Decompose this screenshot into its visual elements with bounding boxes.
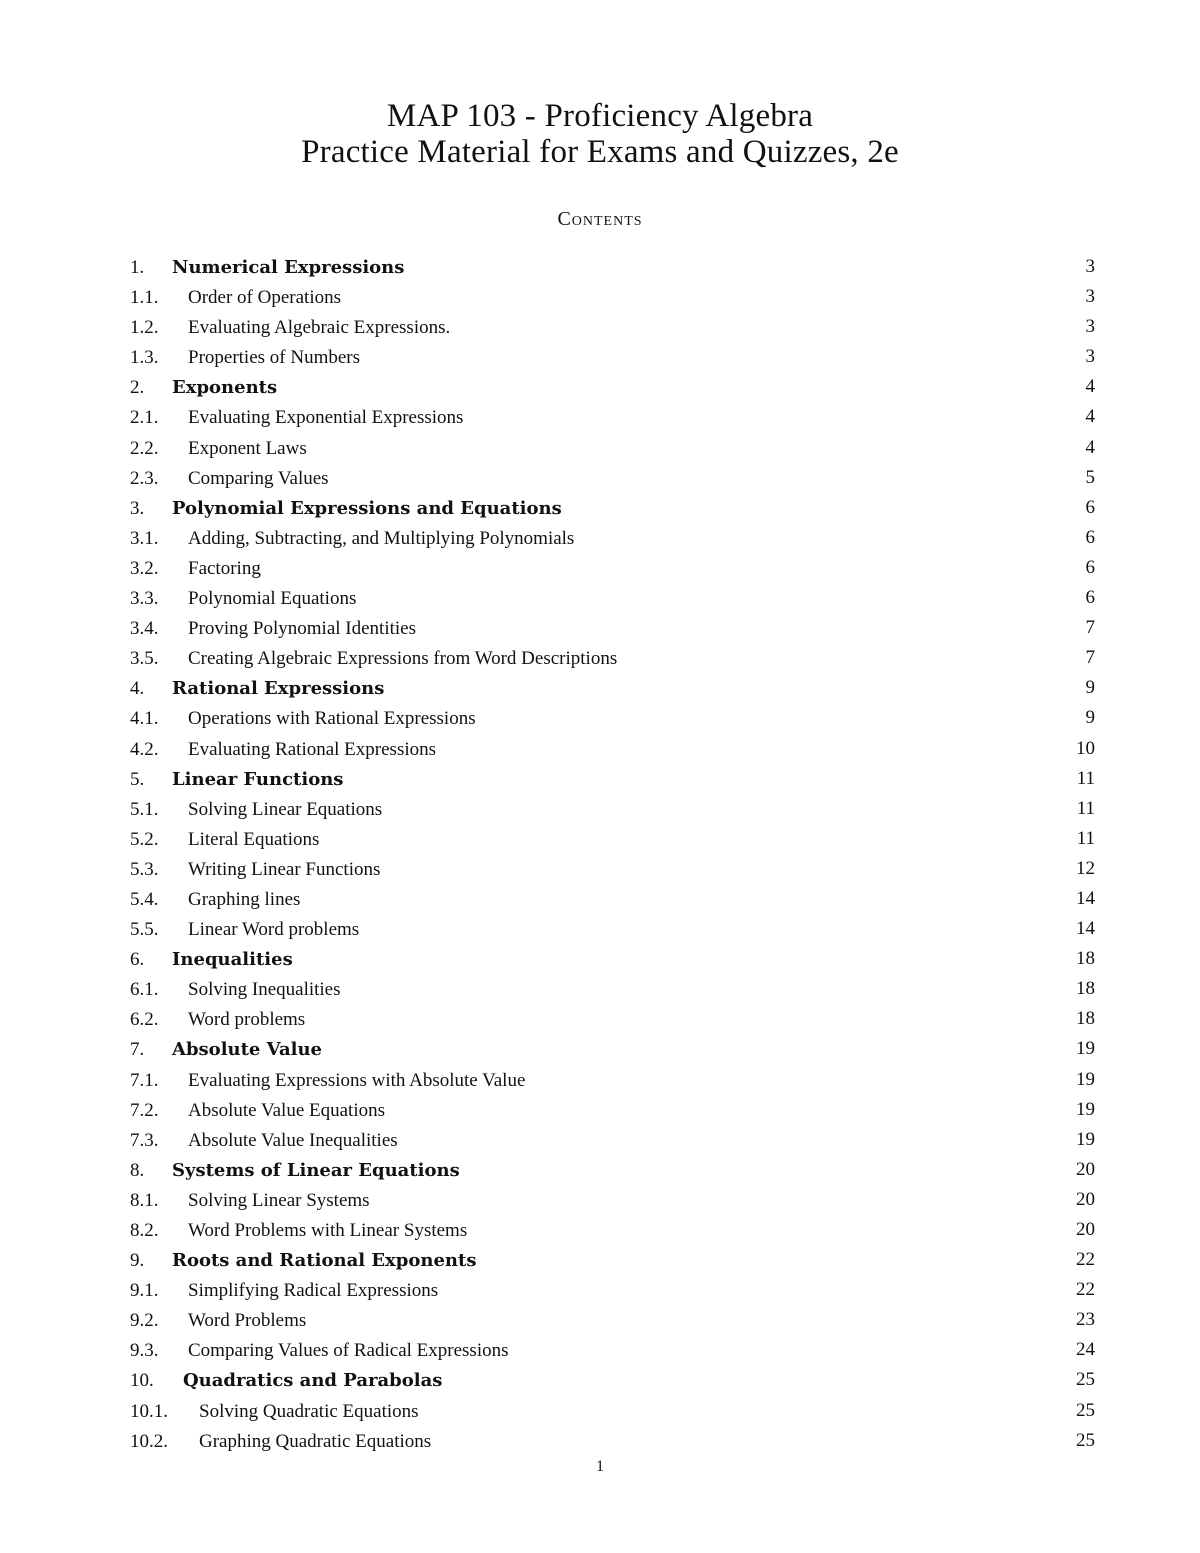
toc-entry-title: Comparing Values	[188, 467, 329, 489]
toc-entry-number: 2.	[130, 377, 145, 399]
toc-entry-page: 7	[1085, 647, 1095, 669]
toc-subsection-entry[interactable]	[130, 463, 1095, 493]
toc-entry-page: 18	[1076, 978, 1095, 1000]
toc-subsection-entry[interactable]	[130, 854, 1095, 884]
toc-entry-number: 1.1.	[130, 287, 159, 309]
toc-entry-number: 6.2.	[130, 1009, 159, 1031]
toc-subsection-entry[interactable]	[130, 1095, 1095, 1125]
toc-entry-number: 1.3.	[130, 347, 159, 369]
title-line-1: MAP 103 - Proficiency Algebra	[386, 98, 814, 134]
toc-subsection-entry[interactable]	[130, 914, 1095, 944]
toc-section-entry[interactable]	[130, 944, 1095, 974]
toc-entry-page: 10	[1076, 737, 1095, 759]
toc-entry-page: 12	[1076, 857, 1095, 879]
toc-entry-page: 18	[1076, 1008, 1095, 1030]
toc-subsection-entry[interactable]	[130, 1426, 1095, 1456]
toc-entry-page: 25	[1076, 1399, 1095, 1421]
toc-section-entry[interactable]	[130, 764, 1095, 794]
toc-entry-page: 3	[1085, 346, 1095, 368]
toc-entry-page: 11	[1076, 767, 1095, 789]
toc-entry-title: Word problems	[188, 1009, 306, 1031]
toc-subsection-entry[interactable]	[130, 1215, 1095, 1245]
toc-section-entry[interactable]	[130, 252, 1095, 282]
toc-entry-title: Absolute Value Inequalities	[188, 1129, 398, 1151]
toc-entry-number: 4.1.	[130, 708, 159, 730]
toc-entry-number: 2.2.	[130, 437, 159, 459]
toc-entry-number: 1.	[130, 257, 145, 278]
toc-entry-title: Factoring	[188, 557, 261, 579]
toc-entry-title: Creating Algebraic Expressions from Word Descriptions	[188, 648, 618, 670]
toc-entry-number: 7.1.	[130, 1069, 159, 1091]
toc-entry-page: 18	[1076, 948, 1095, 970]
toc-entry-title: Word Problems with Linear Systems	[188, 1220, 468, 1241]
toc-entry-title: Graphing lines	[188, 888, 301, 910]
toc-entry-title: Polynomial Expressions and Equations	[172, 497, 562, 519]
toc-entry-title: Evaluating Exponential Expressions	[188, 407, 464, 429]
toc-entry-number: 7.	[130, 1039, 145, 1061]
toc-entry-page: 14	[1076, 887, 1095, 909]
toc-entry-number: 5.3.	[130, 858, 159, 880]
toc-entry-number: 5.4.	[130, 888, 159, 910]
toc-entry-title: Writing Linear Functions	[188, 858, 381, 880]
toc-entry-title: Absolute Value Equations	[188, 1099, 386, 1121]
toc-subsection-entry[interactable]	[130, 1396, 1095, 1426]
document-title	[0, 98, 1200, 170]
toc-entry-number: 5.5.	[130, 919, 159, 941]
toc-entry-title: Literal Equations	[188, 828, 320, 850]
toc-entry-page: 11	[1076, 797, 1095, 819]
toc-entry-title: Inequalities	[172, 949, 293, 971]
toc-entry-title: Linear Functions	[172, 768, 344, 790]
toc-subsection-entry[interactable]	[130, 553, 1095, 583]
toc-subsection-entry[interactable]	[130, 734, 1095, 764]
toc-section-entry[interactable]	[130, 1034, 1095, 1064]
toc-entry-title: Order of Operations	[188, 287, 342, 309]
toc-section-entry[interactable]	[130, 493, 1095, 523]
toc-entry-title: Evaluating Expressions with Absolute Value	[188, 1069, 526, 1091]
toc-entry-page: 11	[1076, 827, 1095, 849]
toc-entry-page: 14	[1076, 918, 1095, 940]
toc-section-entry[interactable]	[130, 1365, 1095, 1395]
toc-subsection-entry[interactable]	[130, 523, 1095, 553]
toc-subsection-entry[interactable]	[130, 1185, 1095, 1215]
toc-entry-page: 3	[1085, 316, 1095, 338]
toc-entry-page: 22	[1076, 1279, 1095, 1301]
toc-entry-title: Exponents	[172, 377, 278, 399]
toc-subsection-entry[interactable]	[130, 613, 1095, 643]
toc-entry-title: Solving Linear Systems	[188, 1189, 370, 1211]
toc-entry-title: Properties of Numbers	[188, 347, 361, 369]
toc-entry-title: Adding, Subtracting, and Multiplying Polynomials	[188, 527, 575, 549]
toc-entry-page: 25	[1076, 1369, 1095, 1391]
toc-entry-title: Linear Word problems	[188, 919, 360, 941]
toc-entry-page: 6	[1085, 526, 1095, 548]
toc-entry-title: Solving Linear Equations	[188, 798, 383, 820]
toc-subsection-entry[interactable]	[130, 884, 1095, 914]
toc-entry-page: 9	[1085, 707, 1095, 729]
toc-entry-number: 7.3.	[130, 1129, 159, 1151]
toc-entry-page: 6	[1085, 556, 1095, 578]
table-of-contents	[130, 252, 1095, 1456]
toc-entry-page: 20	[1076, 1158, 1095, 1180]
toc-entry-page: 6	[1085, 587, 1095, 609]
toc-entry-title: Solving Quadratic Equations	[199, 1400, 419, 1422]
toc-entry-number: 3.4.	[130, 618, 159, 640]
toc-entry-title: Evaluating Algebraic Expressions.	[188, 317, 451, 339]
toc-subsection-entry[interactable]	[130, 342, 1095, 372]
toc-subsection-entry[interactable]	[130, 643, 1095, 673]
toc-entry-page: 4	[1085, 376, 1095, 398]
toc-entry-number: 3.5.	[130, 648, 159, 670]
toc-entry-title: Quadratics and Parabolas	[183, 1370, 443, 1392]
toc-subsection-entry[interactable]	[130, 824, 1095, 854]
toc-entry-number: 9.3.	[130, 1340, 159, 1362]
toc-entry-page: 19	[1076, 1098, 1095, 1120]
toc-entry-page: 9	[1085, 677, 1095, 699]
toc-entry-number: 2.1.	[130, 407, 159, 429]
toc-subsection-entry[interactable]	[130, 312, 1095, 342]
toc-section-entry[interactable]	[130, 372, 1095, 402]
toc-entry-number: 5.1.	[130, 798, 159, 820]
toc-subsection-entry[interactable]	[130, 402, 1095, 432]
toc-entry-page: 3	[1085, 256, 1095, 277]
toc-entry-page: 19	[1076, 1038, 1095, 1060]
toc-subsection-entry[interactable]	[130, 1125, 1095, 1155]
toc-entry-number: 8.	[130, 1159, 145, 1181]
toc-entry-title: Roots and Rational Exponents	[172, 1250, 477, 1272]
toc-subsection-entry[interactable]	[130, 703, 1095, 733]
toc-entry-title: Polynomial Equations	[188, 588, 357, 610]
toc-entry-number: 4.	[130, 678, 145, 700]
toc-entry-number: 9.1.	[130, 1280, 159, 1302]
toc-entry-number: 8.2.	[130, 1220, 159, 1241]
toc-entry-page: 7	[1085, 617, 1095, 639]
toc-entry-number: 8.1.	[130, 1189, 159, 1211]
toc-subsection-entry[interactable]	[130, 583, 1095, 613]
toc-entry-number: 1.2.	[130, 317, 159, 339]
toc-entry-page: 4	[1085, 406, 1095, 428]
toc-subsection-entry[interactable]	[130, 1004, 1095, 1034]
title-line-2: Practice Material for Exams and Quizzes, 2e	[301, 134, 899, 170]
toc-subsection-entry[interactable]	[130, 433, 1095, 463]
toc-entry-number: 6.	[130, 949, 145, 971]
toc-entry-page: 20	[1076, 1188, 1095, 1210]
toc-entry-page: 4	[1085, 436, 1095, 458]
toc-entry-title: Word Problems	[188, 1310, 307, 1332]
toc-entry-page: 25	[1076, 1429, 1095, 1451]
toc-entry-title: Operations with Rational Expressions	[188, 708, 476, 730]
toc-entry-title: Systems of Linear Equations	[172, 1159, 460, 1181]
toc-entry-title: Comparing Values of Radical Expressions	[188, 1340, 509, 1362]
toc-entry-title: Evaluating Rational Expressions	[188, 738, 437, 760]
toc-entry-number: 3.	[130, 497, 145, 519]
toc-entry-page: 5	[1085, 466, 1095, 488]
toc-entry-page: 19	[1076, 1068, 1095, 1090]
toc-entry-number: 7.2.	[130, 1099, 159, 1121]
toc-entry-number: 2.3.	[130, 467, 159, 489]
toc-entry-page: 24	[1076, 1339, 1095, 1361]
toc-subsection-entry[interactable]	[130, 1305, 1095, 1335]
toc-entry-page: 20	[1076, 1219, 1095, 1240]
toc-section-entry[interactable]	[130, 673, 1095, 703]
toc-entry-page: 23	[1076, 1309, 1095, 1331]
toc-entry-number: 3.3.	[130, 588, 159, 610]
toc-entry-number: 6.1.	[130, 979, 159, 1001]
toc-entry-title: Rational Expressions	[172, 678, 385, 700]
toc-entry-page: 3	[1085, 286, 1095, 308]
toc-entry-number: 5.2.	[130, 828, 159, 850]
toc-subsection-entry[interactable]	[130, 282, 1095, 312]
toc-entry-page: 19	[1076, 1128, 1095, 1150]
toc-subsection-entry[interactable]	[130, 1335, 1095, 1365]
toc-entry-number: 3.1.	[130, 527, 159, 549]
toc-entry-page: 22	[1076, 1249, 1095, 1271]
toc-entry-title: Graphing Quadratic Equations	[199, 1430, 432, 1452]
page-number: 1	[596, 1458, 604, 1475]
toc-entry-title: Proving Polynomial Identities	[188, 618, 416, 640]
toc-entry-number: 3.2.	[130, 557, 159, 579]
toc-subsection-entry[interactable]	[130, 1275, 1095, 1305]
toc-entry-title: Simplifying Radical Expressions	[188, 1280, 439, 1302]
toc-subsection-entry[interactable]	[130, 794, 1095, 824]
toc-entry-number: 9.2.	[130, 1310, 159, 1332]
toc-subsection-entry[interactable]	[130, 1065, 1095, 1095]
toc-entry-number: 5.	[130, 768, 145, 790]
toc-section-entry[interactable]	[130, 1245, 1095, 1275]
toc-entry-title: Absolute Value	[172, 1039, 323, 1061]
toc-subsection-entry[interactable]	[130, 974, 1095, 1004]
toc-entry-number: 10.1.	[130, 1400, 168, 1422]
toc-entry-number: 9.	[130, 1250, 145, 1272]
toc-entry-number: 4.2.	[130, 738, 159, 760]
contents-heading: Contents	[557, 208, 643, 230]
toc-entry-page: 6	[1085, 496, 1095, 518]
toc-entry-number: 10.2.	[130, 1430, 168, 1452]
toc-entry-title: Exponent Laws	[188, 437, 307, 459]
toc-entry-title: Solving Inequalities	[188, 979, 341, 1001]
toc-entry-title: Numerical Expressions	[172, 257, 405, 278]
toc-entry-number: 10.	[130, 1370, 154, 1392]
toc-section-entry[interactable]	[130, 1155, 1095, 1185]
